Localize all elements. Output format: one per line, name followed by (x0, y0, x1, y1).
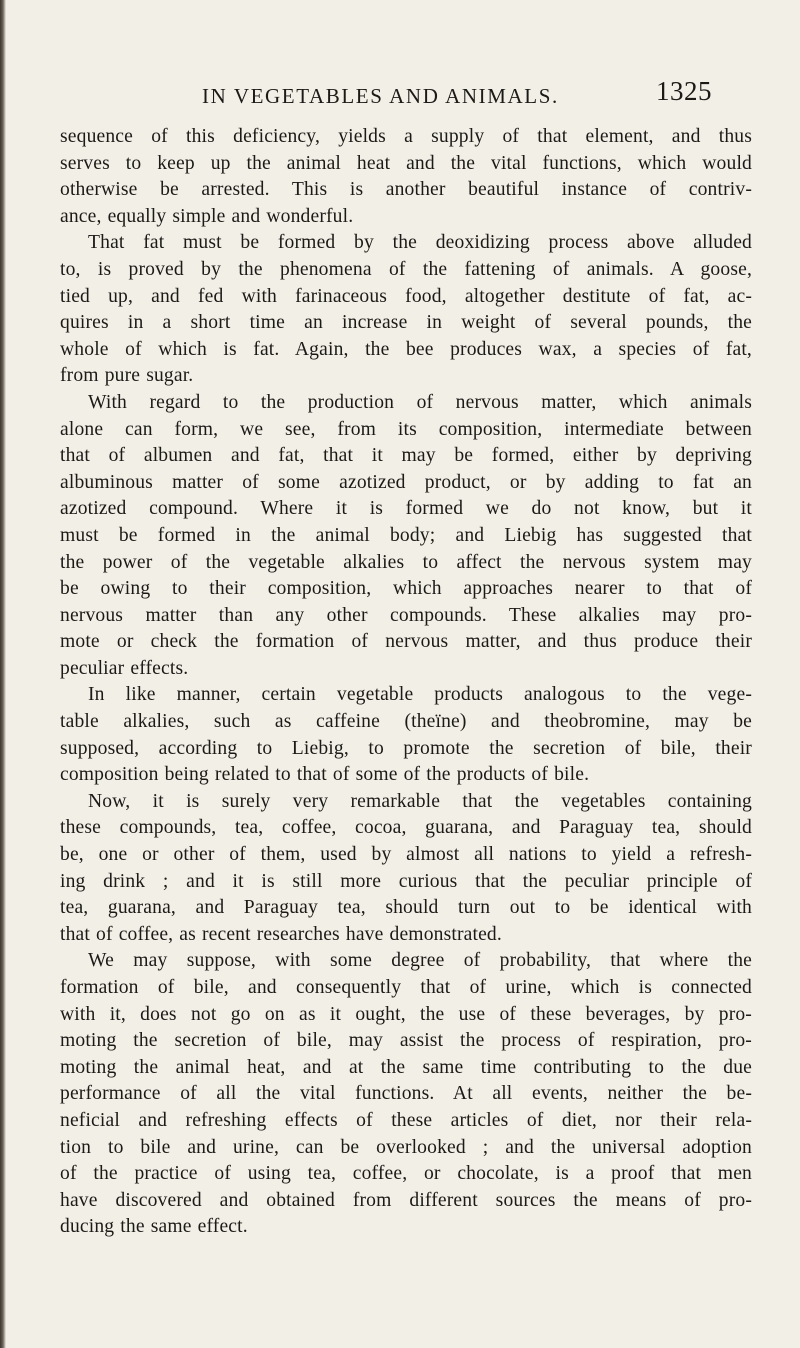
text-line: azotized compound. Where it is formed we do not know, but it (60, 498, 752, 520)
text-line: the power of the vegetable alkalies to affect the nervous system may (60, 551, 752, 573)
text-line: that of coffee, as recent researches have demonstrated. (60, 923, 502, 945)
text-line: must be formed in the animal body; and Liebig has suggested that (60, 524, 752, 546)
text-line: be owing to their composition, which approaches nearer to that of (60, 578, 752, 600)
paragraph (60, 682, 752, 788)
body-text (60, 124, 752, 1241)
text-line: composition being related to that of some of the products of bile. (60, 764, 590, 786)
text-line: mote or check the formation of nervous matter, and thus produce their (60, 631, 752, 653)
text-line: be, one or other of them, used by almost all nations to yield a refresh- (60, 844, 752, 866)
text-line: otherwise be arrested. This is another beautiful instance of contriv- (60, 179, 752, 201)
text-line: with it, does not go on as it ought, the use of these beverages, by pro- (60, 1003, 752, 1025)
page-binding-edge (0, 0, 6, 1348)
text-line: nervous matter than any other compounds. These alkalies may pro- (60, 604, 752, 626)
text-line: tied up, and fed with farinaceous food, altogether destitute of fat, ac- (60, 285, 752, 307)
paragraph (60, 230, 752, 390)
text-line: That fat must be formed by the deoxidizing process above alluded (88, 232, 752, 254)
text-line: that of albumen and fat, that it may be formed, either by depriving (60, 445, 752, 467)
page-number: 1325 (656, 76, 712, 106)
text-line: sequence of this deficiency, yields a supply of that element, and thus (60, 126, 752, 147)
text-line: moting the animal heat, and at the same time contributing to the due (60, 1056, 752, 1078)
text-line: tion to bile and urine, can be overlooked ; and the universal adoption (60, 1136, 752, 1158)
text-line: alone can form, we see, from its composition, intermediate between (60, 418, 752, 440)
text-line: from pure sugar. (60, 365, 194, 387)
text-line: We may suppose, with some degree of probability, that where the (88, 950, 752, 972)
paragraph (60, 948, 752, 1241)
text-line: table alkalies, such as caffeine (theïne) and theobromine, may be (60, 711, 752, 733)
text-line: neficial and refreshing effects of these articles of diet, nor their rela- (60, 1109, 752, 1131)
text-line: ance, equally simple and wonderful. (60, 205, 354, 227)
text-line: ing drink ; and it is still more curious that the peculiar principle of (60, 870, 752, 892)
text-line: serves to keep up the animal heat and the vital functions, which would (60, 152, 752, 174)
running-header (60, 72, 740, 112)
text-line: have discovered and obtained from different sources the means of pro- (60, 1189, 752, 1211)
running-title: IN VEGETABLES AND ANIMALS. (202, 84, 559, 108)
text-line: whole of which is fat. Again, the bee produces wax, a species of fat, (60, 338, 752, 360)
text-line: peculiar effects. (60, 657, 189, 679)
paragraph (60, 789, 752, 949)
text-line: In like manner, certain vegetable products analogous to the vege- (88, 684, 752, 706)
text-line: albuminous matter of some azotized product, or by adding to fat an (60, 471, 752, 493)
text-line: supposed, according to Liebig, to promote the secretion of bile, their (60, 737, 752, 759)
text-line: quires in a short time an increase in weight of several pounds, the (60, 312, 752, 334)
paragraph (60, 124, 752, 230)
text-line: to, is proved by the phenomena of the fattening of animals. A goose, (60, 258, 752, 280)
text-line: performance of all the vital functions. At all events, neither the be- (60, 1083, 752, 1105)
paragraph (60, 390, 752, 683)
text-line: moting the secretion of bile, may assist the process of respiration, pro- (60, 1030, 752, 1052)
text-line: of the practice of using tea, coffee, or chocolate, is a proof that men (60, 1163, 752, 1185)
text-line: ducing the same effect. (60, 1216, 248, 1238)
text-line: formation of bile, and consequently that of urine, which is connected (60, 977, 752, 998)
text-line: these compounds, tea, coffee, cocoa, guarana, and Paraguay tea, should (60, 817, 752, 839)
text-line: tea, guarana, and Paraguay tea, should turn out to be identical with (60, 897, 752, 919)
text-line: With regard to the production of nervous matter, which animals (88, 391, 752, 413)
text-line: Now, it is surely very remarkable that the vegetables containing (88, 790, 752, 812)
